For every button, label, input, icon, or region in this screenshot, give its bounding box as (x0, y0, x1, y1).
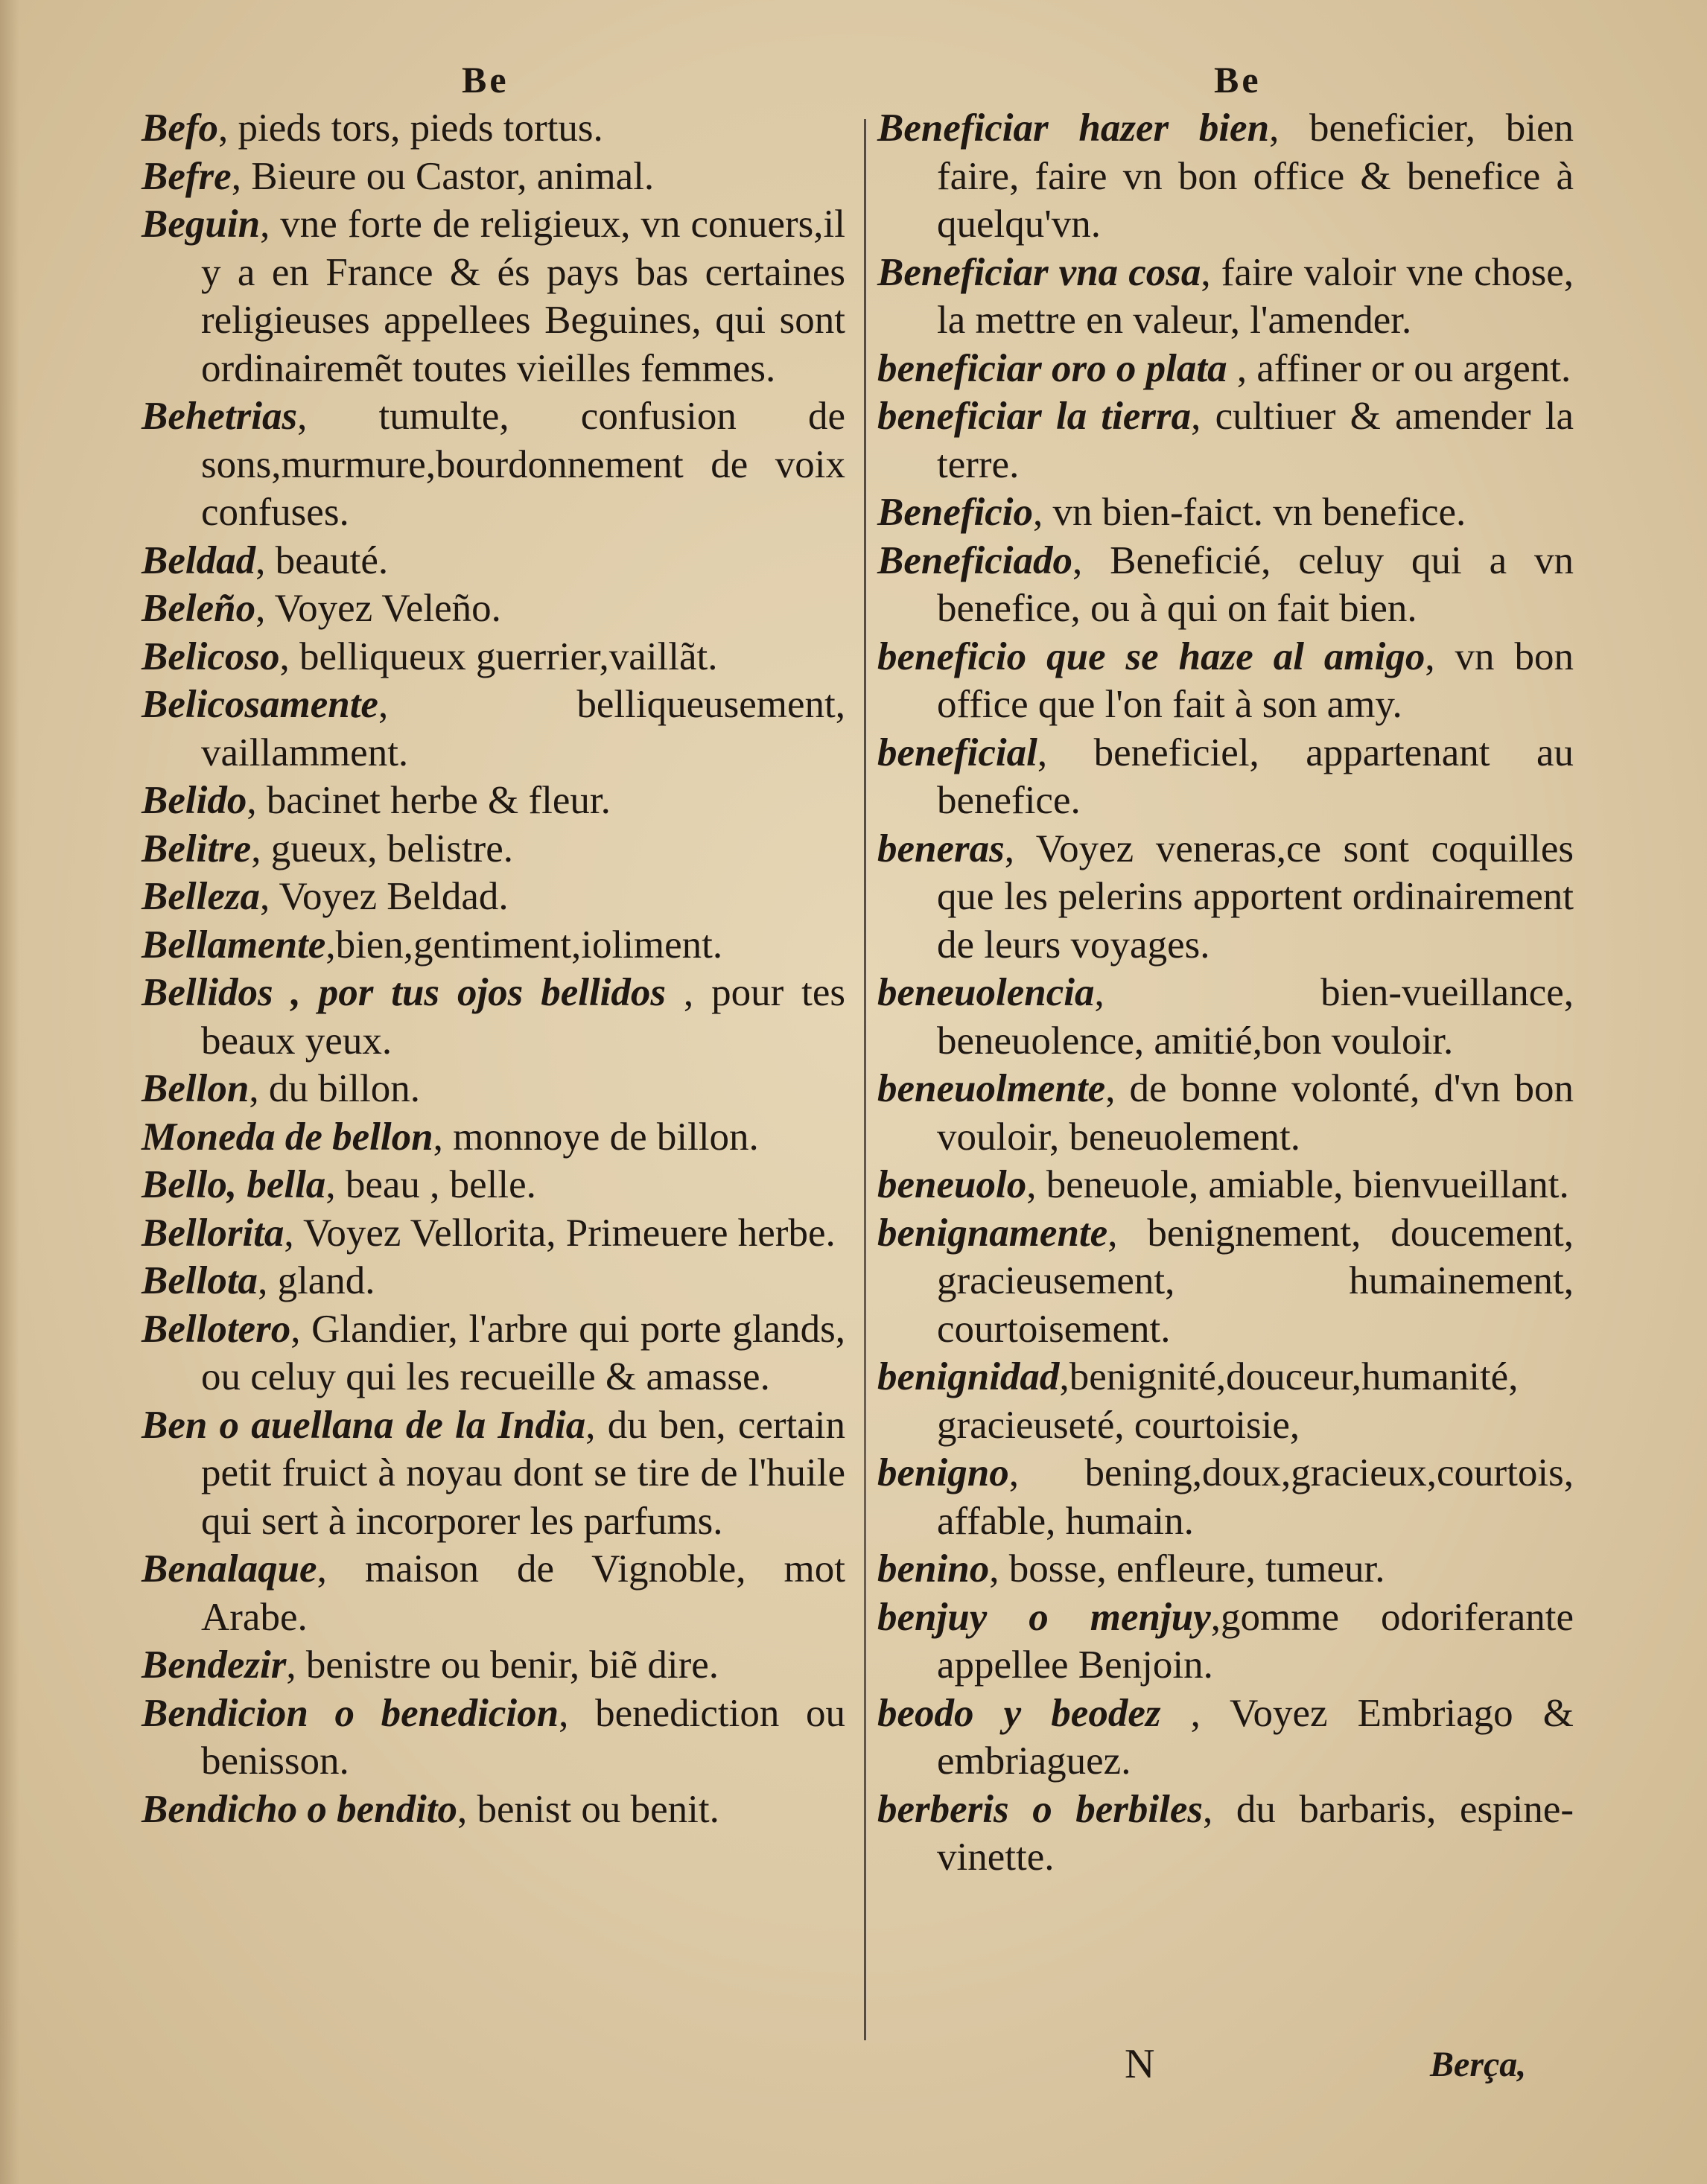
entry-definition: , benediction ou benisson. (201, 1691, 845, 1783)
entry-definition: ,benignité,douceur,humanité, gracieuseté, courtoisie, (937, 1355, 1519, 1447)
dictionary-entry (877, 537, 1574, 633)
entry-headword: Bellidos , por tus ojos bellidos (142, 971, 667, 1014)
dictionary-entry (142, 1305, 845, 1401)
dictionary-entry (877, 969, 1574, 1065)
dictionary-entry (142, 873, 845, 921)
entry-definition: ,gomme odoriferante appellee Benjoin. (937, 1595, 1574, 1687)
entry-headword: beodo y beodez (877, 1691, 1161, 1735)
entry-headword: benigno (877, 1451, 1009, 1494)
dictionary-entry (142, 825, 845, 873)
entry-definition: , Voyez Veleño. (255, 587, 501, 630)
entry-definition: , beneuole, amiable, bienvueillant. (1026, 1163, 1569, 1206)
dictionary-entry (877, 729, 1574, 825)
entry-definition: , Voyez Embriago & embriaguez. (937, 1691, 1574, 1783)
entry-definition: , Bieure ou Castor, animal. (231, 154, 655, 198)
entry-definition: , du billon. (249, 1067, 420, 1110)
entry-definition: , beneficiel, appartenant au benefice. (937, 730, 1574, 822)
dictionary-entry (877, 1449, 1574, 1545)
dictionary-entry (142, 1161, 845, 1209)
entry-headword: benjuy o menjuy (877, 1595, 1211, 1639)
entry-definition: ,bien,gentiment,ioliment. (325, 923, 723, 967)
dictionary-entry (877, 345, 1574, 393)
entry-definition: , bien-vueillance, beneuolence, amitié,bon vouloir. (937, 971, 1574, 1063)
entry-headword: beneficio que se haze al amigo (877, 634, 1425, 678)
entry-headword: beneras (877, 827, 1005, 870)
entry-headword: benignidad (877, 1355, 1060, 1398)
entry-headword: Beldad (142, 538, 256, 582)
entry-definition: , vn bon office que l'on fait à son amy. (937, 634, 1574, 726)
entry-headword: Bellota (142, 1259, 258, 1302)
entry-headword: Beleño (142, 587, 256, 630)
dictionary-entry (142, 153, 845, 201)
entry-definition: , benistre ou benir, biẽ dire. (286, 1643, 719, 1687)
entry-headword: Behetrias (142, 395, 298, 438)
entry-definition: , Glandier, l'arbre qui porte glands, ou celuy qui les recueille & amasse. (201, 1307, 845, 1398)
entry-definition: , beau , belle. (325, 1163, 536, 1206)
entry-headword: Bello, bella (142, 1163, 326, 1206)
entry-definition: , Voyez veneras,ce sont coquilles que les pelerins apportent ordinairement de leurs voyages. (937, 827, 1574, 967)
dictionary-entry (142, 1113, 845, 1162)
entry-definition: , bening,doux,gracieux,courtois, affable, humain. (937, 1451, 1574, 1543)
dictionary-entry (877, 488, 1574, 537)
entry-definition: , beneficier, bien faire, faire vn bon office & benefice à quelqu'vn. (937, 106, 1574, 246)
entry-definition: , du ben, certain petit fruict à noyau dont se tire de l'huile qui sert à incorporer les parfums. (201, 1403, 845, 1543)
dictionary-entry (877, 825, 1574, 970)
signature-mark: N (1125, 2041, 1155, 2087)
entry-definition: , bosse, enfleure, tumeur. (989, 1547, 1385, 1591)
entry-headword: beneficial (877, 730, 1037, 774)
entry-definition: , vne forte de religieux, vn conuers,il y a en France & és pays bas certaines religieuses appellees Beguines, qui sont ordinairemẽt toutes vieilles femmes. (201, 203, 845, 390)
entry-headword: Beneficiar hazer bien (877, 106, 1270, 150)
entry-definition: , pour tes beaux yeux. (201, 971, 845, 1063)
entry-headword: Bellon (142, 1067, 249, 1110)
entry-definition: , gland. (258, 1259, 375, 1302)
entry-headword: Bendicion o benedicion (142, 1691, 559, 1735)
entry-definition: , tumulte, confusion de sons,murmure,bourdonnement de voix confuses. (201, 395, 845, 534)
entry-definition: , maison de Vignoble, mot Arabe. (201, 1547, 845, 1639)
dictionary-entry (142, 633, 845, 681)
dictionary-entry (877, 1690, 1574, 1786)
dictionary-entry (142, 1641, 845, 1690)
entry-definition: , monnoye de billon. (433, 1115, 759, 1159)
dictionary-entry (877, 1545, 1574, 1594)
dictionary-entry (877, 1209, 1574, 1354)
entry-headword: berberis o berbiles (877, 1787, 1204, 1831)
entry-headword: Belido (142, 779, 247, 822)
entry-headword: Bellamente (142, 923, 326, 967)
catchword: Berça, (1430, 2045, 1527, 2084)
dictionary-entry (142, 1786, 845, 1834)
dictionary-entry (877, 249, 1574, 345)
running-head-right: Be (1214, 59, 1262, 101)
entry-headword: Bendezir (142, 1643, 287, 1687)
entry-definition: , Voyez Beldad. (259, 875, 509, 918)
entry-headword: benignamente (877, 1211, 1108, 1255)
dictionary-entry (142, 777, 845, 825)
entry-headword: Belleza (142, 875, 260, 918)
entry-headword: Benalaque (142, 1547, 317, 1591)
dictionary-entry (877, 1594, 1574, 1690)
entry-headword: beneuolmente (877, 1067, 1106, 1110)
entry-definition: , faire valoir vne chose, la mettre en valeur, l'amender. (937, 250, 1574, 342)
column-rule (864, 119, 866, 2040)
entry-headword: Beneficiar vna cosa (877, 250, 1201, 294)
dictionary-entry (877, 1353, 1574, 1449)
entry-headword: Bendicho o bendito (142, 1787, 458, 1831)
entry-definition: , gueux, belistre. (251, 827, 513, 870)
entry-headword: Beneficio (877, 491, 1033, 534)
dictionary-entry (142, 921, 845, 970)
entry-definition: , de bonne volonté, d'vn bon vouloir, beneuolement. (937, 1067, 1574, 1159)
entry-headword: Moneda de bellon (142, 1115, 433, 1159)
left-column (142, 104, 845, 1833)
dictionary-entry (142, 1209, 845, 1258)
dictionary-entry (142, 681, 845, 777)
dictionary-entry (142, 969, 845, 1065)
entry-definition: , affiner or ou argent. (1227, 346, 1571, 390)
entry-headword: Ben o auellana de la India (142, 1403, 586, 1447)
running-head-left: Be (462, 59, 509, 101)
entry-headword: Belicosamente (142, 683, 378, 726)
dictionary-entry (142, 1401, 845, 1546)
dictionary-entry (877, 1065, 1574, 1161)
entry-headword: Befo (142, 106, 219, 150)
dictionary-entry (142, 537, 845, 585)
dictionary-entry (877, 633, 1574, 729)
entry-headword: beneficiar la tierra (877, 395, 1192, 438)
entry-headword: Belicoso (142, 634, 280, 678)
dictionary-entry (142, 1065, 845, 1113)
entry-definition: , cultiuer & amender la terre. (937, 395, 1574, 486)
entry-definition: , Beneficié, celuy qui a vn benefice, ou à qui on fait bien. (937, 538, 1574, 630)
dictionary-entry (142, 200, 845, 392)
dictionary-entry (877, 104, 1574, 249)
dictionary-entry (142, 392, 845, 537)
entry-headword: Beguin (142, 203, 261, 246)
entry-headword: Beneficiado (877, 538, 1072, 582)
entry-headword: beneuolo (877, 1163, 1027, 1206)
entry-definition: , benignement, doucement, gracieusement, humainement, courtoisement. (937, 1211, 1574, 1351)
entry-definition: , du barbaris, espine-vinette. (937, 1787, 1574, 1879)
entry-headword: Befre (142, 154, 232, 198)
dictionary-entry (877, 1161, 1574, 1209)
entry-definition: , beauté. (255, 538, 389, 582)
entry-definition: , Voyez Vellorita, Primeuere herbe. (284, 1211, 836, 1255)
dictionary-entry (142, 1257, 845, 1305)
entry-definition: , benist ou benit. (457, 1787, 719, 1831)
dictionary-entry (877, 392, 1574, 488)
dictionary-entry (142, 1690, 845, 1786)
entry-headword: beneuolencia (877, 971, 1095, 1014)
entry-headword: beneficiar oro o plata (877, 346, 1227, 390)
dictionary-entry (142, 585, 845, 633)
dictionary-entry (142, 104, 845, 153)
entry-definition: , pieds tors, pieds tortus. (218, 106, 603, 150)
entry-headword: Bellorita (142, 1211, 284, 1255)
entry-definition: , belliqueux guerrier,vaillãt. (279, 634, 718, 678)
entry-headword: Belitre (142, 827, 252, 870)
entry-definition: , belliqueusement, vaillamment. (201, 683, 845, 774)
entry-headword: benino (877, 1547, 990, 1591)
dictionary-entry (142, 1545, 845, 1641)
entry-headword: Bellotero (142, 1307, 291, 1351)
dictionary-entry (877, 1786, 1574, 1882)
right-column (877, 104, 1574, 1882)
entry-definition: , bacinet herbe & fleur. (247, 779, 611, 822)
entry-definition: , vn bien-faict. vn benefice. (1033, 491, 1466, 534)
